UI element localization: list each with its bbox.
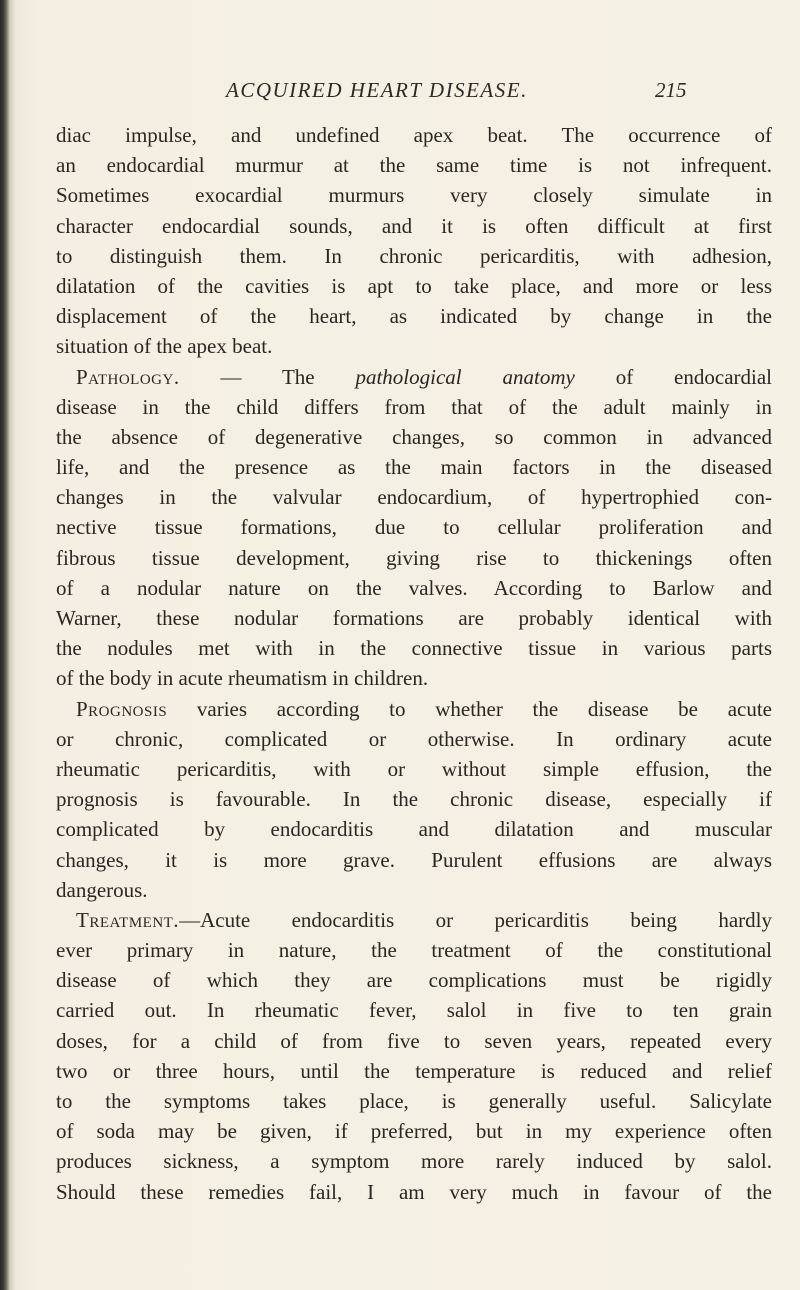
text-line: doses, for a child of from five to seven years, repeated every — [56, 1028, 772, 1053]
pathology-paragraph-start — [56, 362, 772, 392]
prognosis-paragraph-start — [56, 694, 772, 724]
text-line: of a nodular nature on the valves. According to Barlow and — [56, 575, 772, 600]
text-line: complicated by endocarditis and dilatation and muscular — [56, 817, 772, 842]
text-line: changes in the valvular endocardium, of hypertrophied con- — [56, 485, 772, 510]
text-line: to distinguish them. In chronic pericarditis, with adhesion, — [56, 243, 772, 268]
section-heading-prognosis: Prognosis — [76, 696, 168, 721]
text-line: Sometimes exocardial murmurs very closely simulate in — [56, 183, 772, 208]
text-line: disease of which they are complications must be rigidly — [56, 968, 772, 993]
text-line: dangerous. — [56, 877, 148, 902]
text-line: situation of the apex beat. — [56, 334, 273, 359]
text-line: carried out. In rheumatic fever, salol in five to ten grain — [56, 998, 772, 1023]
text-line: or chronic, complicated or otherwise. In ordinary acute — [56, 726, 772, 751]
text-line: life, and the presence as the main factors in the diseased — [56, 455, 772, 480]
text-line: produces sickness, a symptom more rarely induced by salol. — [56, 1149, 772, 1174]
text-line: character endocardial sounds, and it is often difficult at first — [56, 213, 772, 238]
page-header — [0, 78, 800, 108]
section-heading-pathology: Pathology. — [76, 364, 180, 389]
text-line: Should these remedies fail, I am very much in favour of the — [56, 1179, 772, 1204]
treatment-paragraph-start — [56, 905, 772, 935]
text-line: displacement of the heart, as indicated by change in the — [56, 304, 772, 329]
italic-term: pathological anatomy — [355, 364, 575, 389]
text-line: two or three hours, until the temperature is reduced and relief — [56, 1058, 772, 1083]
text-line: changes, it is more grave. Purulent effusions are always — [56, 847, 772, 872]
body-text — [56, 120, 772, 1207]
running-title: ACQUIRED HEART DISEASE. — [226, 78, 528, 102]
text-line-rest: of endocardial — [574, 364, 772, 389]
text-line: rheumatic pericarditis, with or without simple effusion, the — [56, 756, 772, 781]
text-line: of the body in acute rheumatism in children. — [56, 666, 429, 691]
page-number: 215 — [655, 78, 687, 102]
text-line: dilatation of the cavities is apt to take place, and more or less — [56, 273, 772, 298]
heading-dash: — The — [179, 364, 356, 389]
binding-gutter — [0, 0, 10, 1290]
text-line-rest: varies according to whether the disease be acute — [167, 696, 772, 721]
text-line: Warner, these nodular formations are probably identical with — [56, 606, 772, 630]
text-line: fibrous tissue development, giving rise to thickenings often — [56, 545, 772, 570]
text-line: nective tissue formations, due to cellular proliferation and — [56, 515, 772, 540]
text-line: disease in the child differs from that of the adult mainly in — [56, 394, 772, 419]
text-line: prognosis is favourable. In the chronic disease, especially if — [56, 787, 772, 812]
text-line: ever primary in nature, the treatment of the constitutional — [56, 938, 772, 963]
text-line: the absence of degenerative changes, so common in advanced — [56, 424, 772, 449]
text-line: to the symptoms takes place, is generally useful. Salicylate — [56, 1089, 772, 1113]
text-line-rest: —Acute endocarditis or pericarditis being hardly — [179, 907, 772, 932]
text-line: diac impulse, and undefined apex beat. The occurrence of — [56, 123, 772, 147]
text-line: an endocardial murmur at the same time is not infrequent. — [56, 153, 772, 178]
text-line: of soda may be given, if preferred, but in my experience often — [56, 1119, 772, 1144]
text-line: the nodules met with in the connective tissue in various parts — [56, 636, 772, 661]
section-heading-treatment: Treatment. — [76, 907, 180, 932]
